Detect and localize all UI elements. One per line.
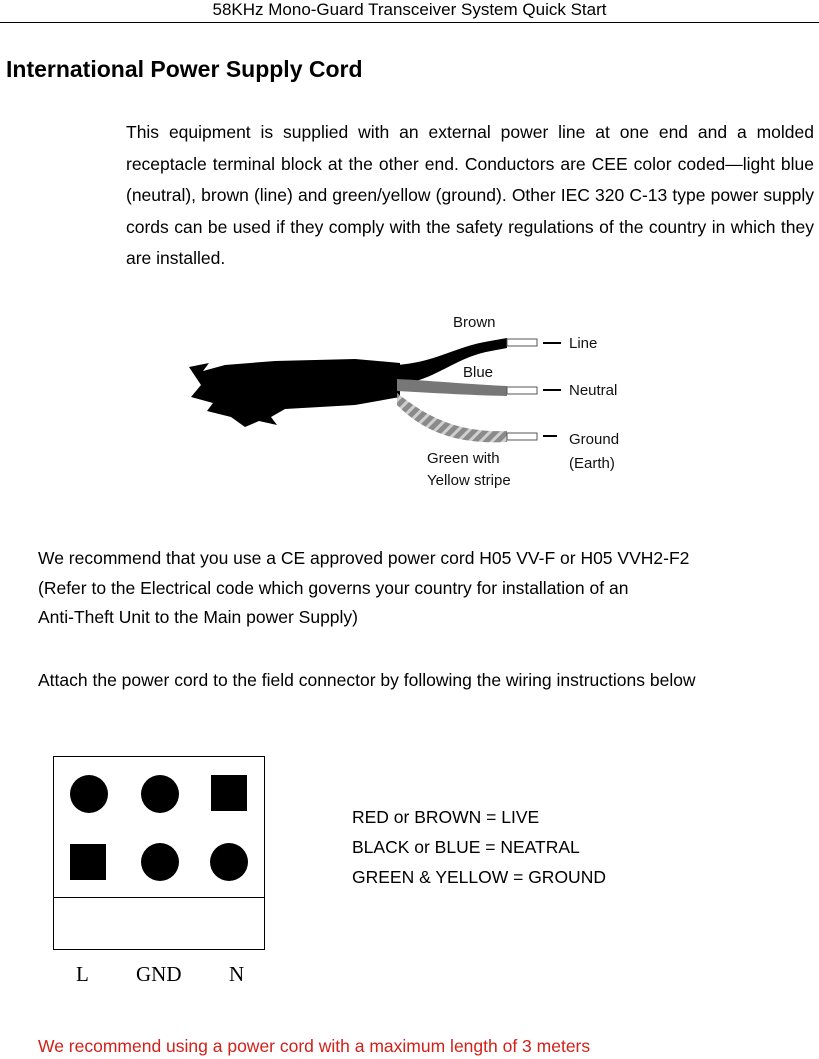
legend-live: RED or BROWN = LIVE [352, 807, 540, 827]
legend-ground: GREEN & YELLOW = GROUND [352, 867, 606, 887]
blue-wire [397, 379, 507, 396]
recommendation-line-1: We recommend that you use a CE approved power cord H05 VV-F or H05 VVH2-F2 [38, 548, 690, 568]
max-length-warning: We recommend using a power cord with a maximum length of 3 meters [38, 1036, 591, 1056]
power-cord-illustration [185, 305, 635, 500]
field-connector-diagram [53, 756, 265, 950]
pin-top-middle [141, 775, 179, 813]
attach-instruction: Attach the power cord to the field connector by following the wiring instructions below [38, 670, 696, 690]
label-neutral: Neutral [569, 382, 618, 399]
section-title: International Power Supply Cord [6, 56, 363, 82]
label-brown: Brown [453, 314, 496, 331]
connector-label-n: N [229, 962, 245, 986]
pin-bottom-middle [141, 843, 179, 881]
blue-wire-tip [507, 387, 537, 394]
recommendation-line-3: Anti-Theft Unit to the Main power Supply) [38, 607, 359, 627]
pin-top-right [211, 775, 247, 811]
pin-top-left [70, 775, 108, 813]
label-yellow-stripe: Yellow stripe [427, 472, 511, 489]
label-blue: Blue [463, 364, 494, 381]
connector-label-l: L [76, 962, 89, 986]
label-ground: Ground [569, 431, 620, 448]
pin-bottom-right [210, 843, 248, 881]
wire-color-legend [352, 802, 606, 892]
ground-wire [397, 393, 507, 442]
label-green-with: Green with [427, 450, 500, 467]
cord-jacket [189, 359, 400, 427]
legend-neutral: BLACK or BLUE = NEATRAL [352, 837, 580, 857]
intro-paragraph: This equipment is supplied with an external power line at one end and a molded receptacle terminal block at the other end. Conductors are CEE color coded—light blue (neutral), brown (line) and green/yellow (ground). Other IEC 320 C-13 type power supply cords can be used if they comply with the safety regulations of the country in which they are installed. [126, 122, 814, 268]
recommendation-line-2: (Refer to the Electrical code which governs your country for installation of an [38, 577, 629, 598]
ground-wire-tip [507, 433, 537, 440]
brown-wire-tip [507, 339, 537, 346]
label-line: Line [569, 335, 598, 352]
page-header: 58KHz Mono-Guard Transceiver System Quick Start [0, 0, 819, 23]
recommendation-paragraph [38, 544, 689, 633]
pin-bottom-left [70, 844, 106, 880]
label-earth: (Earth) [569, 455, 615, 472]
connector-divider [54, 897, 264, 898]
connector-label-gnd: GND [136, 962, 182, 986]
